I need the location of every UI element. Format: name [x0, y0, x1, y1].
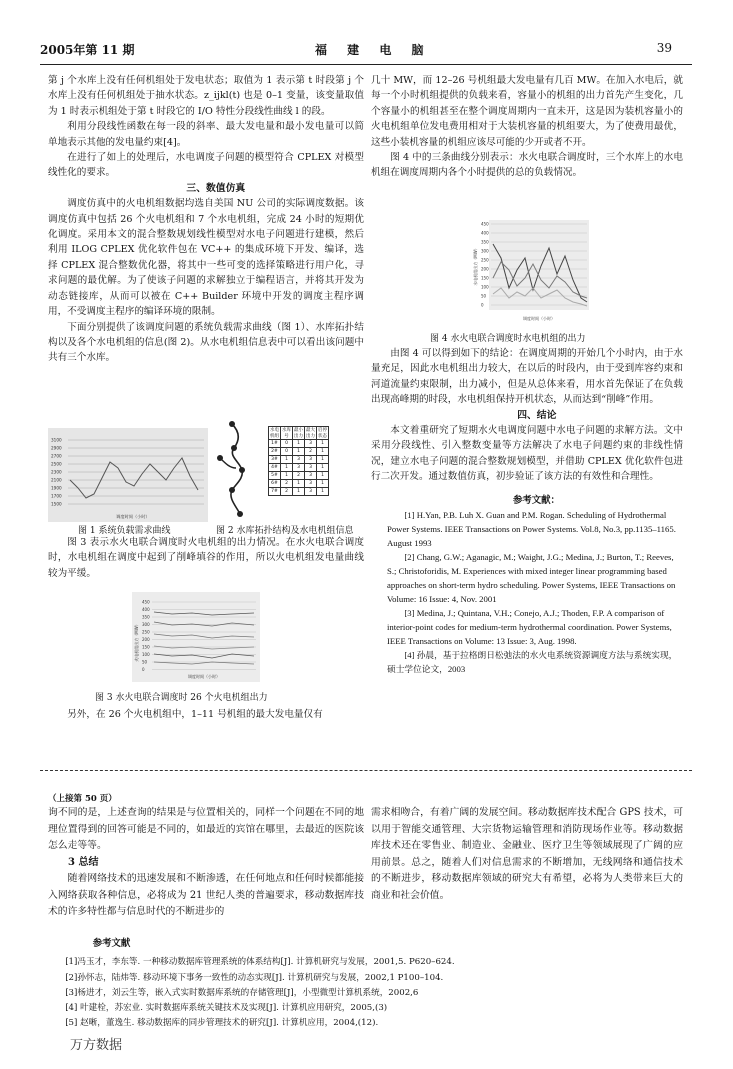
y-tick-label: 0	[142, 667, 145, 672]
paragraph: 图 4 中的三条曲线分别表示：水火电联合调度时，三个水库上的水电机组在调度周期内各个小时提供的总的负载情况。	[371, 152, 683, 179]
table-cell: 2	[305, 448, 317, 456]
table-cell: 0	[281, 448, 293, 456]
figure-4-caption: 图 4 水火电联合调度时水电机组的出力	[430, 334, 586, 344]
table-cell: 2	[281, 480, 293, 488]
table-cell: 1#	[269, 440, 281, 448]
references-list	[48, 955, 688, 1031]
table-header-cell: 最小出力	[294, 428, 303, 439]
y-tick-label: 200	[481, 266, 489, 272]
table-cell: 3	[305, 488, 317, 496]
table-cell: 1	[293, 440, 305, 448]
table-cell: 3	[293, 456, 305, 464]
paragraph: 利用分段线性函数在每一段的斜率、最大发电量和最小发电量可以简单地表示其他的发电量约束[4]。	[48, 121, 364, 148]
table-cell: 1	[317, 464, 329, 472]
table-cell: 3	[305, 472, 317, 480]
table-cell: 1	[293, 448, 305, 456]
y-tick-label: 2900	[51, 445, 62, 451]
y-tick-label: 150	[142, 644, 150, 650]
section-heading: 3 总结	[68, 856, 99, 868]
y-tick-label: 200	[142, 637, 150, 642]
table-cell: 3#	[269, 456, 281, 464]
continuation-note: （上接第 50 页）	[48, 794, 117, 804]
reference-item: [1]冯玉才，李东等. 一种移动数据库管理系统的体系结构[J]. 计算机研究与发展，2001,5. P620–624.	[65, 957, 455, 968]
reference-item: [4] 叶建栓，苏宏业. 实时数据库系统关键技术及实现[J]. 计算机应用研究，2005,(3)	[65, 1003, 388, 1014]
paragraph: 第 j 个水库上没有任何机组处于发电状态；取值为 1 表示第 t 时段第 j 个水库上没有任何机组处于抽水状态。z_ijkl(t) 也是 0–1 变量，该变量取值为 1 时表示机组处于第 t 时段它的 I/O 特性分段线性曲线 l 的段。	[48, 75, 364, 117]
reference-item: [3]杨进才，刘云生等，嵌入式实时数据库系统的存储管理[J]，小型微型计算机系统，2002,6	[65, 987, 419, 998]
table-cell: 5#	[269, 472, 281, 480]
table-cell: 6#	[269, 480, 281, 488]
y-tick-label: 250	[481, 257, 489, 263]
y-tick-label: 300	[481, 248, 489, 254]
y-tick-label: 2100	[51, 477, 62, 483]
figure-1-xtitle: 调度时间（小时）	[116, 514, 150, 519]
page-number: 39	[656, 41, 672, 55]
table-cell: 1	[293, 488, 305, 496]
y-tick-label: 350	[142, 614, 150, 620]
paragraph: 随着网络技术的迅速发展和不断渗透，在任何地点和任何时候都能接入网络获取各种信息，必将成为 21 世纪人类的普遍要求，移动数据库技术的许多特性都与信息时代的不断进步的	[48, 873, 364, 917]
header-rule	[40, 64, 692, 65]
hydro-unit-table	[268, 426, 329, 496]
table-cell: 1	[281, 456, 293, 464]
article-divider	[40, 770, 692, 771]
figure-2-caption: 图 2 水库拓扑结构及水电机组信息	[216, 526, 354, 536]
reservoir-node	[239, 467, 245, 473]
y-tick-label: 2700	[51, 453, 62, 459]
paragraph: 需求相吻合，有着广阔的发展空间。移动数据库技术配合 GPS 技术，可以用于智能交通管理、大宗货物运输管理和消防现场作业等。移动数据库技术还在零售业、制造业、金融业、医疗卫生等领域展现了广阔的应用前景。总之，随着人们对信息需求的不断增加，无线网络和通信技术的不断进步，移动数据库领域的研究大有希望，必将为人类带来巨大的商业和社会价值。	[371, 807, 683, 901]
y-tick-label: 100	[481, 284, 489, 290]
paragraph: 另外，在 26 个火电机组中，1–11 号机组的最大发电量仅有	[67, 709, 323, 720]
y-tick-label: 1700	[51, 493, 62, 499]
paragraph: 本文着重研究了短期水火电调度问题中水电子问题的求解方法。文中采用分段线性、引入整数变量等方法解决了水电子问题约束的非线性情况，建立水电子问题的混合整数规划模型，并借助 CPLEX 优化软件包进行二次开发。通过数值仿真，初步验证了该方法的有效性和合理性。	[371, 425, 683, 483]
wanfang-logo: 万方数据	[70, 1038, 123, 1053]
reservoir-node	[229, 487, 235, 493]
y-tick-label: 300	[142, 622, 150, 627]
left-column-cont	[48, 535, 364, 581]
table-cell: 3	[305, 456, 317, 464]
table-cell: 1	[281, 464, 293, 472]
table-cell: 2	[281, 488, 293, 496]
table-cell: 3	[293, 464, 305, 472]
y-tick-label: 400	[481, 230, 489, 236]
figure-1-caption: 图 1 系统负载需求曲线	[78, 526, 171, 536]
table-cell: 2#	[269, 448, 281, 456]
reservoir-node	[231, 445, 237, 451]
table-cell: 1	[317, 448, 329, 456]
y-tick-label: 2500	[51, 461, 62, 467]
table-cell: 2	[293, 472, 305, 480]
y-tick-label: 250	[142, 629, 150, 635]
table-cell: 3	[305, 440, 317, 448]
table-header-cell: 启停状态	[318, 428, 327, 439]
paragraph: 询不同的是，上述查询的结果是与位置相关的，同样一个问题在不同的地理位置得到的回答可能是不同的，如最近的宾馆在哪里，去最近的医院该怎么走等等。	[48, 807, 364, 851]
paragraph: 在进行了如上的处理后，水电调度子问题的模型符合 CPLEX 对模型线性化的要求。	[48, 152, 364, 179]
y-tick-label: 450	[142, 599, 150, 605]
reservoir-node	[237, 511, 243, 517]
y-tick-label: 450	[481, 221, 489, 227]
lower-right-column	[371, 805, 683, 904]
y-tick-label: 350	[481, 239, 489, 245]
table-cell: 3	[305, 480, 317, 488]
table-cell: 4#	[269, 464, 281, 472]
section-heading: 四、结论	[517, 409, 557, 421]
reservoir-node	[217, 455, 223, 461]
journal-name: 福 建 电 脑	[315, 43, 432, 57]
y-tick-label: 50	[481, 293, 487, 299]
y-tick-label: 50	[142, 659, 148, 665]
y-tick-label: 3100	[51, 437, 62, 443]
table-header-cell: 水电机组	[270, 428, 279, 439]
lower-left-column	[48, 805, 364, 921]
figure-3-ylabel: 火电机组出力（MW）	[134, 622, 139, 662]
table-cell: 1	[317, 480, 329, 488]
lower-references	[48, 936, 688, 1031]
reference-item: [5] 赵晰，董逸生. 移动数据库的同步管理技术的研究[J]. 计算机应用，2004,(12).	[65, 1018, 379, 1029]
right-column-cont	[371, 346, 683, 676]
paragraph: 下面分别提供了该调度问题的系统负载需求曲线（图 1）、水库拓扑结构以及各个水电机组的信息(图 2)。从水电机组信息表中可以看出该问题中共有三个水库。	[48, 321, 364, 364]
table-cell: 1	[317, 440, 329, 448]
figure-3-thermal-output	[132, 592, 260, 682]
figure-4-xtitle: 调度时间（小时）	[523, 316, 555, 321]
paragraph: 几十 MW，而 12–26 号机组最大发电量有几百 MW。在加入水电后，就每一个小时机组提供的负载来看，容量小的机组的出力首先产生变化，几个容量小的机组甚至在整个调度周期内一直未开，这是因为装机容量小的火电机组单位发电费用相对于大装机容量的机组要大，为了使费用最优，这些小装机容量的机组应该尽可能的少开或者不开。	[371, 75, 683, 148]
left-column	[48, 73, 364, 366]
table-cell: 7#	[269, 488, 281, 496]
section-heading: 三、数值仿真	[186, 182, 246, 194]
table-cell: 0	[281, 440, 293, 448]
figure-2-reservoir-topology	[210, 418, 368, 518]
table-cell: 1	[317, 456, 329, 464]
y-tick-label: 400	[142, 607, 150, 612]
paragraph: 调度仿真中的火电机组数据均选自美国 NU 公司的实际调度数据。该调度仿真中包括 26 个火电机组和 7 个水电机组，完成 24 小时的短期优化调度。采用本文的混合整数规划线性模型对水电子问题进行建模，然后利用 ILOG CPLEX 优化软件包在 VC++ 的集成环境下开发、编译，选择 CPLEX 混合整数优化器，将其中一些可变的选择策略进行用户化，寻求问题的最优解。为了使该子问题的求解独立于编程语言，并将其开发为动态链接库，从而可以被在 C++ Builder 环境中开发的调度主程序调用，不受调度主程序的编译环境的限制。	[48, 198, 364, 318]
table-cell: 1	[317, 488, 329, 496]
references-heading: 参考文献：	[512, 494, 560, 506]
reservoir-node	[229, 421, 235, 427]
reference-item: [2]孙怀志，陆炜等. 移动环境下事务一致性的动态实现[J]. 计算机研究与发展，2002,1 P100–104.	[65, 972, 444, 983]
y-tick-label: 0	[481, 302, 484, 308]
table-cell: 1	[281, 472, 293, 480]
table-header-cell: 水库号	[282, 428, 291, 439]
page-header	[40, 41, 672, 61]
y-tick-label: 2300	[51, 469, 62, 475]
journal-issue: 2005年第 11 期	[40, 43, 135, 57]
y-tick-label: 150	[481, 275, 489, 281]
references-heading: 参考文献	[92, 938, 131, 949]
figure-3-xtitle: 调度时间（小时）	[188, 674, 220, 679]
y-tick-label: 1500	[51, 501, 62, 507]
table-header-cell: 最大出力	[306, 428, 315, 439]
reference-item: [2] Chang, G.W.; Aganagic, M.; Waight, J.G.; Medina, J.; Burton, T.; Reeves, S.; Christoforidis, M. Experiences with mixed integer linear programming based approaches on short-term hydro scheduling. Power Systems, IEEE Transactions on Volume: 16 Issue: 4, Nov. 2001	[387, 552, 676, 605]
figure-4-hydro-output	[471, 218, 591, 324]
reference-item: [4] 孙晨，基于拉格朗日松弛法的水火电系统资源调度方法与系统实现，硕士学位论文，2003	[387, 650, 678, 675]
paragraph: 图 3 表示水火电联合调度时火电机组的出力情况。在水火电联合调度时，水电机组在调度中起到了削峰填谷的作用，所以火电机组发电量曲线较为平缓。	[48, 537, 364, 579]
y-tick-label: 100	[142, 652, 150, 657]
table-cell: 1	[293, 480, 305, 488]
figure-4-ylabel: 水电机组出力（MW）	[473, 246, 478, 286]
references-list	[371, 508, 683, 676]
right-column	[371, 73, 683, 181]
left-column-end	[48, 707, 364, 722]
figure-3-caption: 图 3 水火电联合调度时 26 个火电机组出力	[95, 693, 268, 703]
reference-item: [3] Medina, J.; Quintana, V.H.; Conejo, A.J.; Thoden, F.P. A comparison of interior-point codes for medium-term hydrothermal coordination. Power Systems, IEEE Transactions on Volume: 13 Issue: 3, Aug. 1998.	[387, 608, 672, 647]
paragraph: 由图 4 可以得到如下的结论：在调度周期的开始几个小时内，由于水量充足，因此水电机组出力较大，在以后的时段内，由于受到库容约束和河道流量约束限制，出力减小，但是从总体来看，用水首先保证了在负载出现高峰期的时段，水电机组保持开机状态，从而达到“削峰”作用。	[371, 348, 683, 406]
y-tick-label: 1900	[51, 485, 62, 491]
table-cell: 1	[317, 472, 329, 480]
figure-1-load-curve	[48, 428, 208, 522]
table-cell: 3	[305, 464, 317, 472]
reference-item: [1] H.Yan, P.B. Luh X. Guan and P.M. Rogan. Scheduling of Hydrothermal Power Systems. IEEE Transactions on Power Systems. Vol.8, No.3, pp.1135–1165. August 1993	[387, 510, 676, 549]
